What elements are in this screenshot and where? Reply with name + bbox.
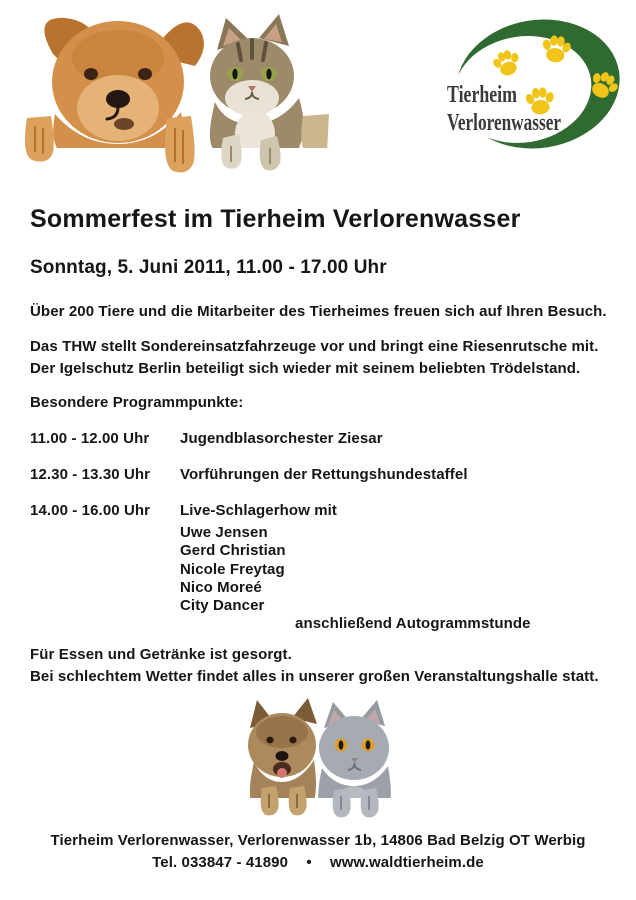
performer-name: City Dancer: [180, 597, 265, 614]
performer-name: Gerd Christian: [180, 542, 286, 559]
footer-contact: [0, 854, 636, 871]
program-event: Vorführungen der Rettungshundestaffel: [180, 466, 468, 483]
program-heading: Besondere Programmpunkte:: [30, 394, 244, 411]
bullet-separator: •: [306, 854, 312, 871]
terrier-photo: [248, 698, 317, 808]
program-event: Jugendblasorchester Ziesar: [180, 430, 383, 447]
bottom-animals-photo: [232, 698, 404, 822]
performer-name: Nicole Freytag: [180, 561, 285, 578]
event-date: Sonntag, 5. Juni 2011, 11.00 - 17.00 Uhr: [30, 257, 387, 278]
top-animals-photo: [5, 6, 335, 174]
footer-phone: Tel. 033847 - 41890: [152, 854, 289, 871]
program-event: Live-Schlagerhow mit: [180, 502, 338, 519]
closing-line-food: Für Essen und Getränke ist gesorgt.: [30, 646, 292, 663]
intro-text: Über 200 Tiere und die Mitarbeiter des Tierheimes freuen sich auf Ihren Besuch.: [30, 303, 607, 320]
performer-name: Nico Moreé: [180, 579, 262, 596]
performer-name: Uwe Jensen: [180, 524, 268, 541]
page-title: Sommerfest im Tierheim Verlorenwasser: [30, 205, 521, 233]
detail-line-thw: Das THW stellt Sondereinsatzfahrzeuge vor und bringt eine Riesenrutsche mit.: [30, 338, 599, 355]
detail-line-igelschutz: Der Igelschutz Berlin beteiligt sich wieder mit seinem beliebten Trödelstand.: [30, 360, 581, 377]
logo-name-line2: Verlorenwasser: [447, 110, 562, 136]
closing-line-weather: Bei schlechtem Wetter findet alles in unserer großen Veranstaltungshalle statt.: [30, 668, 599, 685]
tierheim-logo: [443, 12, 625, 154]
program-time: 12.30 - 13.30 Uhr: [30, 466, 151, 483]
footer-website: www.waldtierheim.de: [329, 854, 484, 871]
tabby-cat-photo: [210, 14, 329, 158]
program-time: 14.00 - 16.00 Uhr: [30, 502, 151, 519]
logo-name-line1: Tierheim: [447, 82, 517, 108]
footer-address: Tierheim Verlorenwasser, Verlorenwasser 1b, 14806 Bad Belzig OT Werbig: [50, 832, 586, 849]
program-time: 11.00 - 12.00 Uhr: [30, 430, 150, 447]
autograph-note: anschließend Autogrammstunde: [295, 615, 531, 632]
